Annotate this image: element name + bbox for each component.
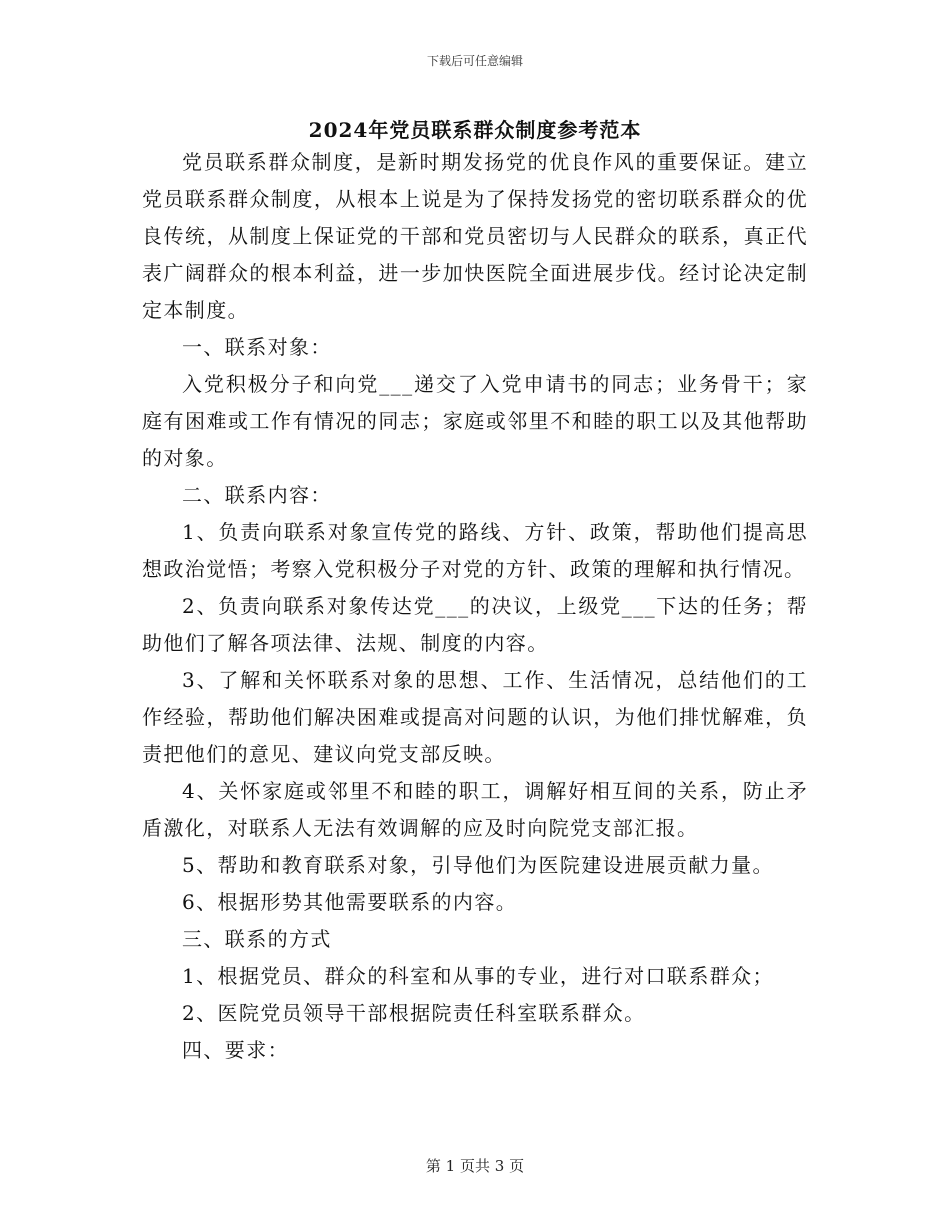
document-title: 2024年党员联系群众制度参考范本 bbox=[308, 118, 642, 142]
section-heading-contact-methods: 三、联系的方式 bbox=[182, 927, 332, 951]
list-item-method-2: 2、医院党员领导干部根据院责任科室联系群众。 bbox=[182, 1001, 646, 1025]
list-item-content-1: 1、负责向联系对象宣传党的路线、方针、政策，帮助他们提高思想政治觉悟；考察入党积极分子对党的方针、政策的理解和执行情况。 bbox=[142, 520, 808, 581]
page-header-note: 下载后可任意编辑 bbox=[426, 54, 523, 68]
list-item-content-3: 3、了解和关怀联系对象的思想、工作、生活情况，总结他们的工作经验，帮助他们解决困难或提高对问题的认识，为他们排忧解难，负责把他们的意见、建议向党支部反映。 bbox=[142, 668, 808, 766]
list-item-content-6: 6、根据形势其他需要联系的内容。 bbox=[182, 890, 518, 914]
section-heading-requirements: 四、要求： bbox=[182, 1038, 289, 1062]
list-item-content-4: 4、关怀家庭或邻里不和睦的职工，调解好相互间的关系，防止矛盾激化，对联系人无法有效调解的应及时向院党支部汇报。 bbox=[142, 779, 808, 840]
list-item-content-2: 2、负责向联系对象传达党___的决议，上级党___下达的任务；帮助他们了解各项法律、法规、制度的内容。 bbox=[142, 594, 808, 655]
document-body bbox=[142, 144, 808, 1069]
paragraph-contact-targets: 入党积极分子和向党___递交了入党申请书的同志；业务骨干；家庭有困难或工作有情况的同志；家庭或邻里不和睦的职工以及其他帮助的对象。 bbox=[142, 372, 808, 470]
section-heading-contact-targets: 一、联系对象： bbox=[182, 335, 332, 359]
list-item-content-5: 5、帮助和教育联系对象，引导他们为医院建设进展贡献力量。 bbox=[182, 853, 774, 877]
section-heading-contact-content: 二、联系内容： bbox=[182, 483, 332, 507]
paragraph-intro: 党员联系群众制度，是新时期发扬党的优良作风的重要保证。建立党员联系群众制度，从根本上说是为了保持发扬党的密切联系群众的优良传统，从制度上保证党的干部和党员密切与人民群众的联系，真正代表广阔群众的根本利益，进一步加快医院全面进展步伐。经讨论决定制定本制度。 bbox=[142, 150, 808, 322]
list-item-method-1: 1、根据党员、群众的科室和从事的专业，进行对口联系群众； bbox=[182, 964, 774, 988]
page-number-footer: 第 1 页共 3 页 bbox=[425, 1157, 525, 1175]
